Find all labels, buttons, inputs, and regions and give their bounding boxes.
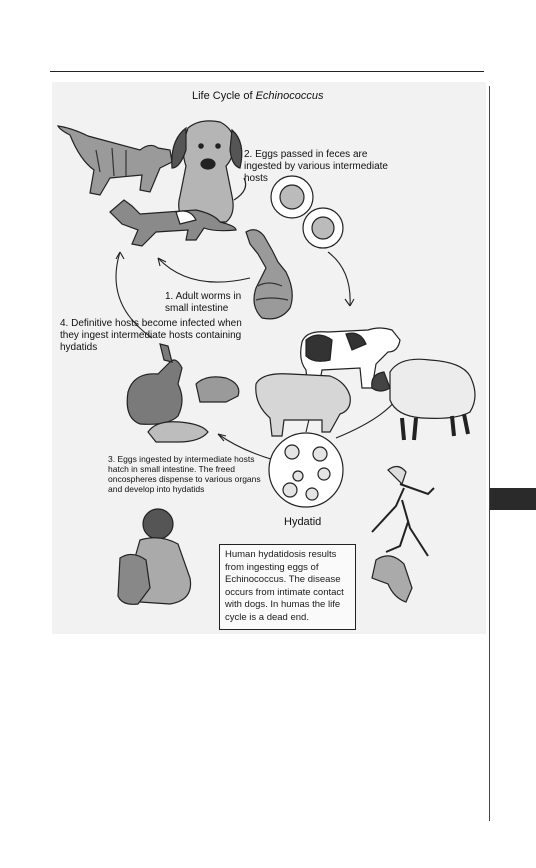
cat-illustration: [58, 126, 172, 195]
small-mammals-illustration: [127, 344, 239, 442]
step-3-label: 3. Eggs ingested by intermediate hosts hatch in small intestine. The freed oncospheres dispense to various organs and develop into hydatids: [108, 454, 261, 494]
step-2-label: 2. Eggs passed in feces are ingested by various intermediate hosts: [244, 149, 388, 184]
hydatid-label: Hydatid: [284, 516, 322, 528]
step-1-label: 1. Adult worms in small intestine: [165, 291, 242, 314]
human-hydatidosis-note: Human hydatidosis results from ingesting eggs of Echinococcus. The disease occurs from intimate contact with dogs. In humas the life cycle is a dead end.: [219, 544, 356, 630]
woman-with-dog-illustration: [372, 466, 434, 602]
dog-illustration: [172, 121, 246, 222]
hydatid-cyst-illustration: [269, 433, 343, 507]
sheep-illustration: [372, 359, 475, 440]
boy-with-dog-illustration: [118, 509, 191, 604]
egg-illustrations: [271, 176, 343, 248]
step-4-label: 4. Definitive hosts become infected when they ingest intermediate hosts containing hydatids: [60, 318, 242, 353]
pig-illustration: [256, 374, 351, 436]
diagram-title: Life Cycle of Echinococcus: [192, 90, 324, 102]
tapeworm-illustration: [246, 230, 292, 319]
